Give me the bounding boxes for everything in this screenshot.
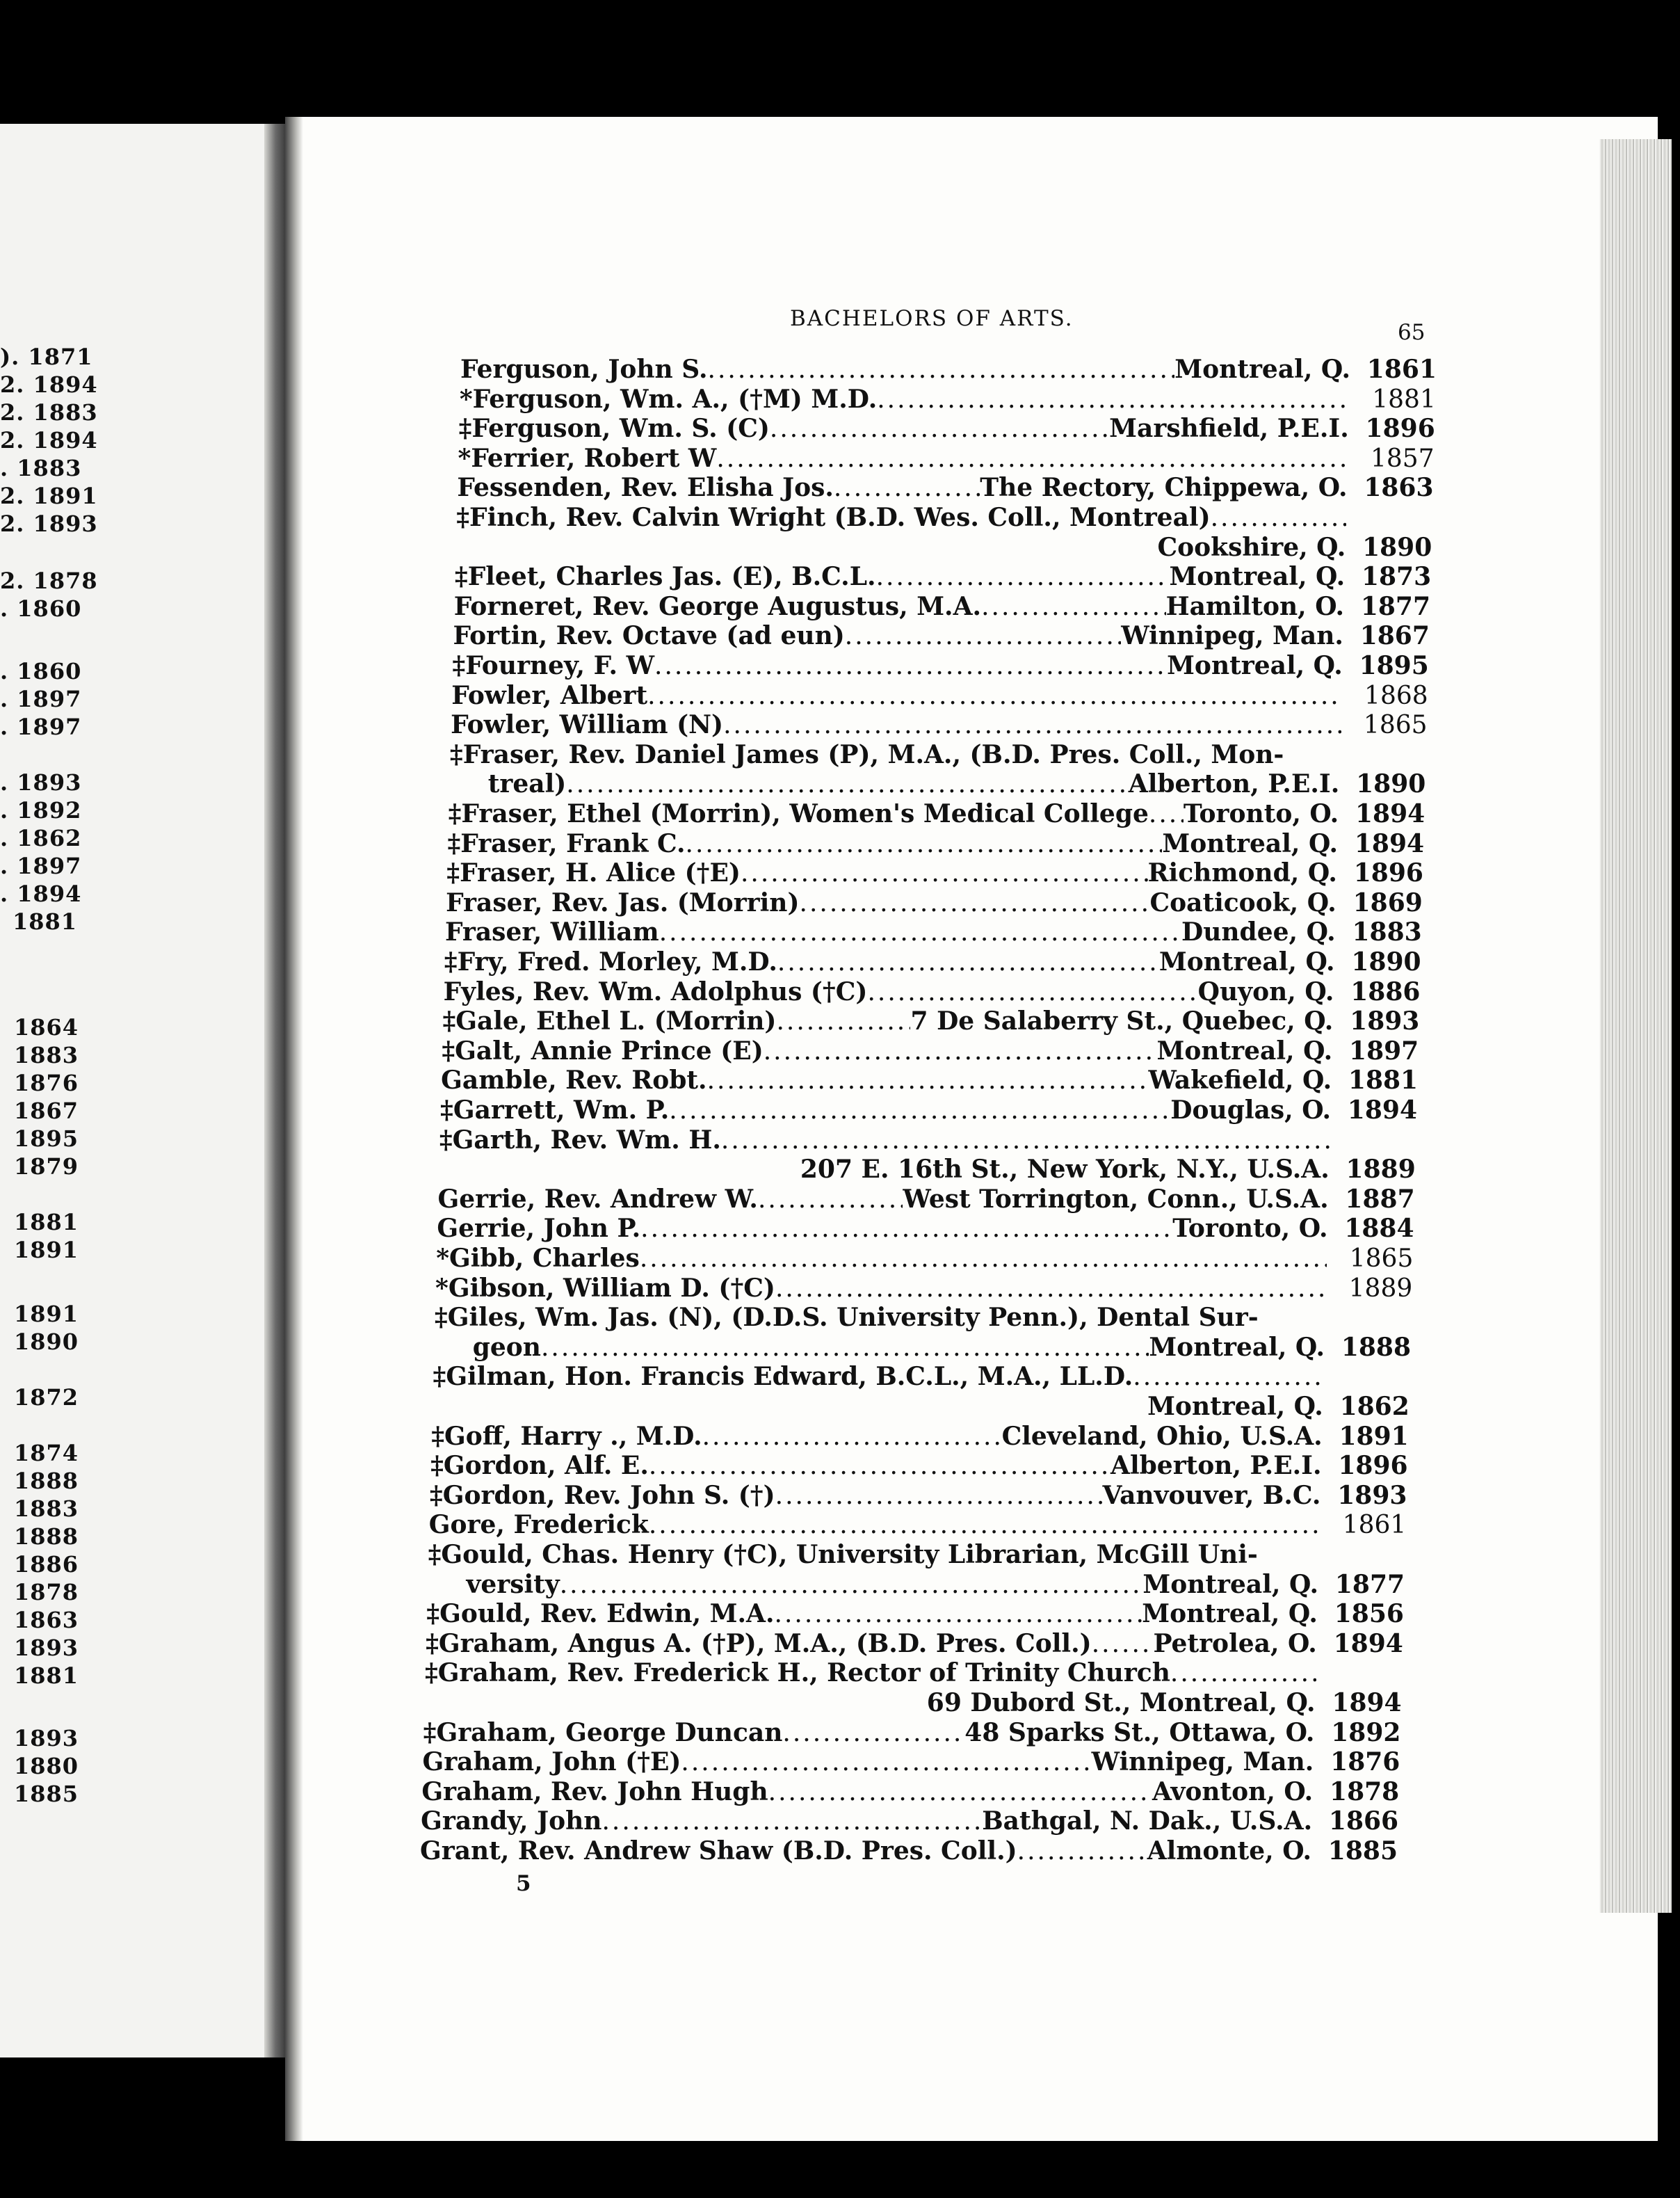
left-page-year-fragment: 1888 (14, 1523, 79, 1550)
leader-dots (1170, 1659, 1316, 1687)
entry-year: 1890 (1356, 769, 1426, 799)
entry-year: 1868 (1364, 681, 1428, 710)
entry-name: ‡Garth, Rev. Wm. H. (439, 1125, 721, 1155)
entry-name: Gamble, Rev. Robt. (441, 1066, 707, 1096)
leader-dots (659, 918, 1181, 947)
entry-row (424, 1688, 1402, 1717)
entry-name: Grant, Rev. Andrew Shaw (B.D. Pres. Coll.) (420, 1836, 1017, 1866)
entry-name: *Gibb, Charles (436, 1244, 640, 1273)
entry-name: *Ferguson, Wm. A., (†M) M.D. (459, 384, 878, 414)
entry-place: Avonton, O. (1152, 1776, 1314, 1806)
entry-row (455, 562, 1431, 591)
entry-year: 1891 (1339, 1421, 1409, 1451)
entry-name: ‡Fourney, F. W (452, 651, 655, 680)
entry-year: 1863 (1364, 473, 1434, 503)
entry-row (442, 1036, 1419, 1066)
page-edges (1599, 139, 1672, 1913)
entry-place: Montreal, Q. (1167, 651, 1343, 680)
entry-place: Coaticook, Q. (1149, 888, 1336, 917)
leader-dots (681, 1748, 1091, 1776)
leader-dots (686, 830, 1163, 858)
leader-dots (640, 1214, 1172, 1243)
left-page-year-fragment: 1880 (14, 1753, 79, 1779)
left-page-year-fragment: 1881 (14, 1209, 79, 1235)
entry-place: Richmond, Q. (1147, 858, 1337, 888)
left-page-year-fragment: 1893 (14, 1635, 79, 1661)
left-page-year-fragment: 1895 (14, 1125, 79, 1152)
entry-row (436, 1244, 1413, 1273)
leader-dots (601, 1807, 982, 1836)
page-header-title: BACHELORS OF ARTS. (790, 306, 1074, 331)
entry-name: ‡Goff, Harry ., M.D. (431, 1421, 702, 1451)
entry-place: 69 Dubord St., Montreal, Q. (926, 1688, 1316, 1717)
entry-place: Douglas, O. (1170, 1096, 1331, 1125)
leader-dots (647, 682, 1342, 710)
entry-year: 1861 (1366, 355, 1437, 384)
entry-year: 1894 (1355, 799, 1425, 828)
entry-name: Fraser, William (444, 917, 659, 947)
entry-row (466, 1570, 1405, 1599)
entry-place: Almonte, O. (1147, 1836, 1311, 1866)
entry-name: Gerrie, Rev. Andrew W. (437, 1184, 758, 1214)
leader-dots (775, 1274, 1326, 1303)
entry-name: ‡Fry, Fred. Morley, M.D. (444, 947, 777, 977)
left-page-year-fragment: 1891 (14, 1301, 79, 1327)
entry-row (428, 1540, 1406, 1569)
entry-row (488, 769, 1426, 799)
entry-row (452, 651, 1428, 680)
entry-name: ‡Ferguson, Wm. S. (C) (458, 414, 770, 444)
entry-name: ‡Galt, Annie Prince (E) (442, 1036, 764, 1066)
left-page-year-fragment: 1888 (14, 1468, 79, 1494)
entry-name: Forneret, Rev. George Augustus, M.A. (453, 591, 982, 621)
entry-name: ‡Gordon, Rev. John S. (†) (429, 1480, 775, 1510)
entry-year: 1894 (1332, 1688, 1402, 1717)
entry-place: Vanvouver, B.C. (1102, 1480, 1321, 1510)
entry-row (455, 533, 1432, 562)
entry-row (422, 1747, 1400, 1776)
left-page-year-fragment: . 1862 (0, 825, 82, 851)
left-page-year-fragment: 2. 1894 (0, 371, 98, 398)
entry-year: 1894 (1354, 828, 1425, 858)
entry-year: 1893 (1337, 1480, 1407, 1510)
entry-row (445, 917, 1422, 947)
entry-row (430, 1481, 1407, 1510)
entry-year: 1887 (1345, 1184, 1415, 1214)
leader-dots (768, 1778, 1152, 1806)
signature-mark: 5 (516, 1871, 531, 1896)
left-page-year-fragment: 2. 1883 (0, 399, 98, 426)
leader-dots (764, 1037, 1157, 1066)
left-page-year-fragment: 1886 (14, 1551, 79, 1578)
entry-place: Winnipeg, Man. (1121, 621, 1343, 651)
entry-name: ‡Graham, George Duncan (423, 1717, 783, 1747)
entry-row (456, 503, 1432, 532)
left-page-year-fragment: 1885 (14, 1781, 79, 1807)
entry-name: Gore, Frederick (428, 1510, 649, 1540)
entry-place: Montreal, Q. (1169, 562, 1346, 592)
leader-dots (640, 1244, 1327, 1273)
entry-name: ‡Fraser, Ethel (Morrin), Women's Medical College (448, 799, 1149, 828)
entry-row (435, 1303, 1412, 1332)
leader-dots (876, 563, 1170, 591)
entry-year: 1865 (1363, 711, 1428, 740)
entry-row (432, 1392, 1409, 1421)
entry-name: ‡Graham, Angus A. (†P), M.A., (B.D. Pres. Coll.) (426, 1628, 1092, 1658)
entry-year: 1877 (1360, 591, 1431, 621)
leader-dots (560, 1571, 1143, 1599)
left-page-year-fragment: 2. 1894 (0, 427, 98, 454)
entry-year: 1890 (1351, 947, 1421, 977)
left-page-year-fragment: 2. 1893 (0, 511, 98, 537)
leader-dots (702, 1422, 1002, 1451)
entry-place: Montreal, Q. (1149, 1332, 1325, 1362)
leader-dots (1149, 800, 1184, 828)
entry-year: 1881 (1372, 385, 1436, 414)
entry-name: ‡Gordon, Alf. E. (430, 1451, 649, 1481)
entry-row (473, 1333, 1411, 1362)
right-gutter-shadow (285, 117, 303, 2141)
leader-dots (669, 1096, 1170, 1125)
entry-row (442, 1006, 1419, 1036)
entry-name: ‡Giles, Wm. Jas. (N), (D.D.S. University Penn.), Dental Sur- (434, 1303, 1259, 1333)
leader-dots (716, 444, 1348, 473)
entry-name: treal) (487, 769, 567, 799)
entry-year: 1881 (1348, 1066, 1419, 1096)
left-page-year-fragment: . 1883 (0, 455, 82, 481)
leader-dots (707, 1066, 1149, 1095)
entry-name: ‡Gale, Ethel L. (Morrin) (442, 1006, 777, 1036)
entry-row (433, 1362, 1410, 1391)
entry-row (441, 1066, 1418, 1095)
left-page-year-fragment: 1864 (14, 1014, 79, 1041)
leader-dots (877, 385, 1350, 414)
entry-name: ‡Gould, Chas. Henry (†C), University Librarian, McGill Uni- (428, 1540, 1258, 1569)
entry-place: Montreal, Q. (1162, 828, 1339, 858)
entry-name: geon (472, 1332, 541, 1362)
entry-place: Cookshire, Q. (1157, 532, 1346, 562)
entry-row (457, 473, 1433, 502)
entry-year: 1889 (1348, 1274, 1413, 1303)
entry-row (454, 592, 1430, 621)
entry-year: 1865 (1349, 1244, 1414, 1273)
entry-place: Toronto, O. (1183, 799, 1339, 828)
leader-dots (1017, 1837, 1147, 1866)
entry-row (453, 621, 1430, 650)
entry-place: Montreal, Q. (1158, 947, 1335, 977)
entry-year: 1892 (1331, 1717, 1401, 1747)
leader-dots (867, 978, 1197, 1006)
entry-year: 1885 (1327, 1836, 1398, 1866)
entry-year: 1861 (1342, 1511, 1407, 1540)
left-page-year-fragment: 1863 (14, 1607, 79, 1633)
leader-dots (1211, 504, 1347, 532)
entry-name: ‡Gould, Rev. Edwin, M.A. (426, 1599, 775, 1629)
left-page-year-fragment: . 1897 (0, 686, 82, 712)
entry-name: Grandy, John (421, 1806, 602, 1836)
entry-year: 1893 (1350, 1006, 1420, 1036)
left-page-year-fragment: 1874 (14, 1440, 79, 1466)
entry-row (431, 1422, 1408, 1451)
entry-row (444, 947, 1421, 977)
entry-year: 1878 (1330, 1776, 1400, 1806)
entry-name: *Gibson, William D. (†C) (435, 1273, 775, 1303)
entry-name: ‡Fleet, Charles Jas. (E), B.C.L. (454, 562, 876, 592)
entry-row (460, 355, 1437, 384)
left-page-year-fragment: . 1892 (0, 797, 82, 824)
leader-dots (541, 1333, 1149, 1362)
left-page-year-fragment: 1867 (14, 1098, 79, 1124)
leader-dots (708, 355, 1175, 384)
left-page-year-fragment: . 1893 (0, 769, 82, 796)
entry-name: Fraser, Rev. Jas. (Morrin) (446, 888, 800, 917)
leader-dots (1133, 1363, 1324, 1391)
entry-name: ‡Gilman, Hon. Francis Edward, B.C.L., M.A., LL.D. (433, 1362, 1133, 1392)
leader-dots (649, 1511, 1320, 1539)
entry-name: Fowler, William (N) (451, 710, 724, 740)
leader-dots (800, 889, 1150, 917)
entry-place: Montreal, Q. (1174, 355, 1350, 384)
entry-year: 1895 (1359, 651, 1429, 680)
entry-row (420, 1836, 1398, 1866)
entry-year: 1897 (1349, 1036, 1419, 1066)
entry-year: 1886 (1350, 977, 1421, 1006)
entry-name: Graham, Rev. John Hugh (421, 1776, 768, 1806)
entry-row (446, 888, 1423, 917)
entry-row (439, 1125, 1416, 1155)
left-page-year-fragment: . 1897 (0, 853, 82, 879)
left-page-year-fragment: ). 1871 (0, 344, 93, 370)
entry-year: 1894 (1333, 1628, 1403, 1658)
entry-name: ‡Garrett, Wm. P. (440, 1096, 670, 1125)
entry-place: West Torrington, Conn., U.S.A. (903, 1184, 1329, 1214)
entry-year: 1884 (1344, 1214, 1414, 1244)
leader-dots (741, 859, 1148, 888)
entry-year: 1888 (1341, 1332, 1412, 1362)
entry-year: 1866 (1328, 1806, 1399, 1836)
entry-name: *Ferrier, Robert W (458, 443, 717, 473)
left-page-year-fragment: 1881 (14, 1662, 79, 1689)
entry-place: Marshfield, P.E.I. (1109, 414, 1349, 444)
entry-place: Alberton, P.E.I. (1128, 769, 1340, 799)
entry-row (426, 1629, 1403, 1658)
entry-year: 1867 (1359, 621, 1430, 651)
entry-name: ‡Fraser, Rev. Daniel James (P), M.A., (B.D. Pres. Coll., Mon- (449, 739, 1284, 769)
leader-dots (775, 1600, 1142, 1628)
left-page-year-fragment: 1879 (14, 1153, 79, 1180)
left-page-year-fragment: 1883 (14, 1495, 79, 1522)
entry-place: Dundee, Q. (1181, 917, 1336, 947)
leader-dots (654, 652, 1167, 680)
entry-name: versity (466, 1569, 560, 1599)
entry-place: Quyon, Q. (1197, 977, 1334, 1006)
entry-place: The Rectory, Chippewa, O. (980, 473, 1348, 503)
entry-name: Fyles, Rev. Wm. Adolphus (†C) (443, 977, 868, 1006)
entry-row (421, 1777, 1399, 1806)
entry-place: Winnipeg, Man. (1091, 1747, 1314, 1777)
entry-row (439, 1155, 1416, 1184)
leader-dots (981, 593, 1166, 621)
entry-place: Toronto, O. (1172, 1214, 1328, 1244)
entry-place: Bathgal, N. Dak., U.S.A. (982, 1806, 1313, 1836)
entry-row (449, 799, 1425, 828)
leader-dots (845, 622, 1121, 650)
leader-dots (758, 1185, 903, 1214)
left-page-year-fragment: 1890 (14, 1329, 79, 1355)
left-page-year-fragment: . 1897 (0, 714, 82, 740)
entry-row (447, 829, 1424, 858)
left-page-year-fragment: 1891 (14, 1237, 79, 1263)
entry-name: ‡Finch, Rev. Calvin Wright (B.D. Wes. Coll., Montreal) (456, 503, 1211, 532)
leader-dots (777, 948, 1159, 977)
entry-row (459, 414, 1435, 443)
entry-name: Fortin, Rev. Octave (ad eun) (453, 621, 845, 651)
entry-place: 7 De Salaberry St., Quebec, Q. (910, 1006, 1334, 1036)
entry-name: Fessenden, Rev. Elisha Jos. (457, 473, 834, 503)
entry-place: Montreal, Q. (1142, 1569, 1319, 1599)
left-page-year-fragment: 1876 (14, 1070, 79, 1096)
entry-place: Montreal, Q. (1156, 1036, 1333, 1066)
entry-row (430, 1451, 1407, 1480)
leader-dots (1092, 1630, 1154, 1658)
entry-name: Fowler, Albert (451, 680, 648, 710)
leader-dots (775, 1482, 1103, 1510)
entry-name: Ferguson, John S. (460, 355, 708, 384)
entry-year: 1873 (1361, 562, 1432, 592)
leader-dots (721, 1126, 1330, 1155)
entry-place: 207 E. 16th St., New York, N.Y., U.S.A. (800, 1155, 1330, 1185)
entry-row (451, 710, 1427, 739)
entry-year: 1857 (1371, 444, 1435, 473)
entry-name: ‡Fraser, H. Alice (†E) (446, 858, 741, 888)
left-page-year-fragment: . 1860 (0, 658, 82, 684)
entry-row (429, 1510, 1407, 1539)
entry-row (423, 1718, 1401, 1747)
entry-year: 1862 (1339, 1392, 1410, 1421)
leader-dots (834, 474, 980, 502)
page-number: 65 (1398, 320, 1425, 345)
entry-row (446, 858, 1423, 888)
leader-dots (782, 1719, 964, 1747)
entry-row (426, 1599, 1404, 1628)
left-page-year-fragment: 1893 (14, 1725, 79, 1751)
left-page-year-fragment: . 1860 (0, 595, 82, 622)
entry-place: Hamilton, O. (1165, 591, 1345, 621)
entry-row (460, 385, 1436, 414)
left-page-year-fragment: 1872 (14, 1384, 79, 1411)
entry-name: ‡Graham, Rev. Frederick H., Rector of Trinity Church (424, 1658, 1170, 1688)
left-page-year-fragment: . 1894 (0, 881, 82, 907)
left-page-year-fragment: 1883 (14, 1042, 79, 1068)
leader-dots (770, 415, 1109, 443)
entry-row (435, 1274, 1412, 1303)
entry-place: Wakefield, Q. (1148, 1066, 1332, 1096)
entry-place: Montreal, Q. (1147, 1392, 1323, 1421)
entry-place: Cleveland, Ohio, U.S.A. (1001, 1421, 1323, 1451)
entry-row (437, 1214, 1414, 1243)
entry-year: 1894 (1347, 1096, 1417, 1125)
entry-year: 1883 (1352, 917, 1422, 947)
left-page-year-fragment: 2. 1878 (0, 568, 98, 594)
leader-dots (566, 770, 1128, 799)
entry-year: 1869 (1352, 888, 1423, 917)
entry-year: 1889 (1346, 1155, 1416, 1185)
left-page-year-fragment: 1881 (13, 908, 78, 935)
entry-row (421, 1806, 1398, 1836)
entry-row (450, 740, 1427, 769)
entry-place: Petrolea, O. (1153, 1628, 1317, 1658)
entry-year: 1876 (1330, 1747, 1400, 1777)
entry-row (444, 977, 1421, 1006)
entry-year: 1856 (1334, 1599, 1404, 1629)
entry-place: 48 Sparks St., Ottawa, O. (964, 1717, 1315, 1747)
entry-row (438, 1185, 1415, 1214)
entry-place: Montreal, Q. (1142, 1599, 1318, 1629)
entry-place: Alberton, P.E.I. (1110, 1451, 1322, 1481)
entry-name: Gerrie, John P. (437, 1214, 641, 1244)
entry-year: 1896 (1338, 1451, 1408, 1481)
entry-row (451, 681, 1428, 710)
entry-row (440, 1096, 1417, 1125)
entry-year: 1896 (1353, 858, 1423, 888)
left-page-year-fragment: 2. 1891 (0, 483, 98, 509)
leader-dots (776, 1007, 910, 1036)
leader-dots (723, 711, 1341, 739)
entry-year: 1890 (1362, 532, 1432, 562)
left-page-year-fragment: 1878 (14, 1579, 79, 1605)
entry-year: 1896 (1365, 414, 1435, 444)
entry-name: Graham, John (†E) (422, 1747, 681, 1777)
leader-dots (649, 1452, 1110, 1480)
entry-row (425, 1658, 1403, 1687)
entry-name: ‡Fraser, Frank C. (447, 828, 686, 858)
entry-row (458, 444, 1435, 473)
entry-year: 1877 (1334, 1569, 1405, 1599)
